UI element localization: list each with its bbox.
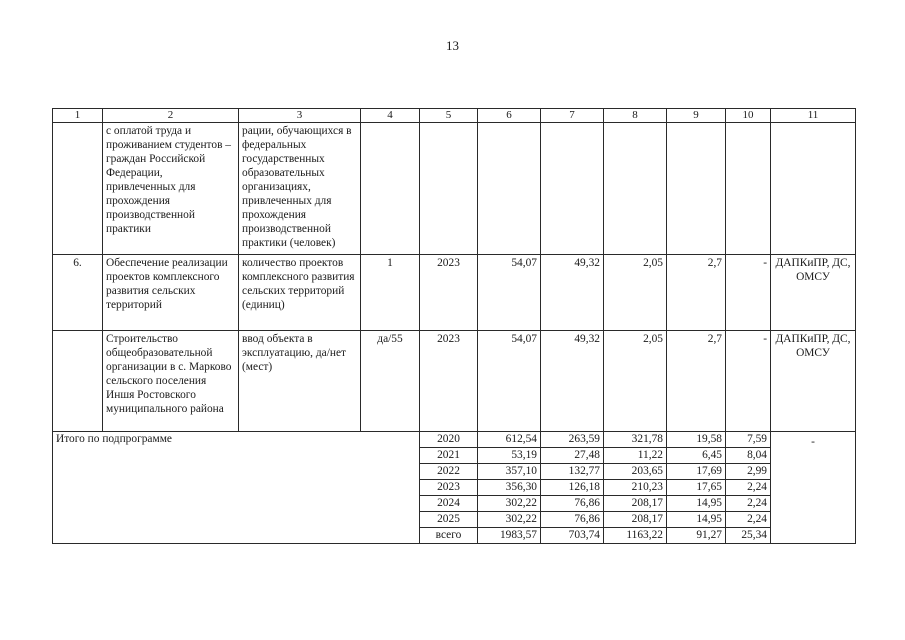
header-cell: 10 [726, 109, 771, 123]
row-number: 6. [53, 255, 103, 331]
value-cell: 49,32 [541, 255, 604, 331]
header-cell: 3 [239, 109, 361, 123]
indicator-value: 1 [361, 255, 420, 331]
value-cell: 17,69 [667, 464, 726, 480]
value-cell: 302,22 [478, 496, 541, 512]
totals-label: Итого по подпрограмме [53, 432, 420, 544]
total-cell: 54,07 [478, 255, 541, 331]
year-cell: 2021 [420, 448, 478, 464]
value-cell: 49,32 [541, 331, 604, 432]
value-cell: 210,23 [604, 480, 667, 496]
header-cell: 9 [667, 109, 726, 123]
measure-text: с оплатой труда и проживанием студентов – граждан Российской Федерации, привлеченных для прохождения производственной практики [103, 123, 239, 255]
indicator-value: да/55 [361, 331, 420, 432]
value-cell: 1163,22 [604, 528, 667, 544]
value-cell: 356,30 [478, 480, 541, 496]
executor-cell: ДАПКиПР, ДС, ОМСУ [771, 255, 856, 331]
totals-row [53, 432, 856, 448]
value-cell: 321,78 [604, 432, 667, 448]
value-cell: 2,05 [604, 255, 667, 331]
table-row-6 [53, 255, 856, 331]
value-cell: 612,54 [478, 432, 541, 448]
header-cell: 8 [604, 109, 667, 123]
value-cell: 357,10 [478, 464, 541, 480]
indicator-text: ввод объекта в эксплуатацию, да/нет (мест) [239, 331, 361, 432]
year-cell: 2022 [420, 464, 478, 480]
header-cell: 2 [103, 109, 239, 123]
measure-text: Обеспечение реализации проектов комплексного развития сельских территорий [103, 255, 239, 331]
header-cell: 11 [771, 109, 856, 123]
year-cell: 2020 [420, 432, 478, 448]
year-cell: 2023 [420, 480, 478, 496]
table-row-7 [53, 331, 856, 432]
value-cell: 302,22 [478, 512, 541, 528]
value-cell: 203,65 [604, 464, 667, 480]
value-cell: 1983,57 [478, 528, 541, 544]
value-cell: 27,48 [541, 448, 604, 464]
value-cell: 2,7 [667, 255, 726, 331]
value-cell: 76,86 [541, 496, 604, 512]
value-cell: 14,95 [667, 496, 726, 512]
value-cell: 91,27 [667, 528, 726, 544]
year-cell: 2023 [420, 331, 478, 432]
total-cell: 54,07 [478, 331, 541, 432]
totals-block [53, 432, 856, 544]
value-cell: 6,45 [667, 448, 726, 464]
value-cell: 2,7 [667, 331, 726, 432]
value-cell: 19,58 [667, 432, 726, 448]
value-cell: 7,59 [726, 432, 771, 448]
year-cell: 2024 [420, 496, 478, 512]
indicator-text: рации, обучающихся в федеральных государственных образовательных организациях, привлеченных для прохождения производственной практики (человек) [239, 123, 361, 255]
value-cell: 263,59 [541, 432, 604, 448]
year-cell: 2023 [420, 255, 478, 331]
value-cell: 2,99 [726, 464, 771, 480]
indicator-text: количество проектов комплексного развития сельских территорий (единиц) [239, 255, 361, 331]
value-cell: 132,77 [541, 464, 604, 480]
totals-executor: - [771, 432, 856, 544]
value-cell: 2,05 [604, 331, 667, 432]
value-cell: 126,18 [541, 480, 604, 496]
header-row [53, 109, 856, 123]
value-cell: 11,22 [604, 448, 667, 464]
value-cell: 2,24 [726, 512, 771, 528]
value-cell: - [726, 255, 771, 331]
year-cell: 2025 [420, 512, 478, 528]
value-cell: 208,17 [604, 512, 667, 528]
value-cell: 2,24 [726, 496, 771, 512]
header-cell: 1 [53, 109, 103, 123]
value-cell: 703,74 [541, 528, 604, 544]
value-cell: 208,17 [604, 496, 667, 512]
subprogram-table [52, 108, 856, 544]
header-cell: 4 [361, 109, 420, 123]
header-cell: 5 [420, 109, 478, 123]
value-cell: 25,34 [726, 528, 771, 544]
value-cell: 17,65 [667, 480, 726, 496]
measure-text: Строительство общеобразовательной организации в с. Марково сельского поселения Иншя Ростовского муниципального района [103, 331, 239, 432]
value-cell: - [726, 331, 771, 432]
value-cell: 2,24 [726, 480, 771, 496]
page-number: 13 [446, 38, 459, 53]
year-cell: всего [420, 528, 478, 544]
value-cell: 76,86 [541, 512, 604, 528]
table-row-continued [53, 123, 856, 255]
value-cell: 8,04 [726, 448, 771, 464]
header-cell: 7 [541, 109, 604, 123]
value-cell: 14,95 [667, 512, 726, 528]
header-cell: 6 [478, 109, 541, 123]
executor-cell: ДАПКиПР, ДС, ОМСУ [771, 331, 856, 432]
value-cell: 53,19 [478, 448, 541, 464]
